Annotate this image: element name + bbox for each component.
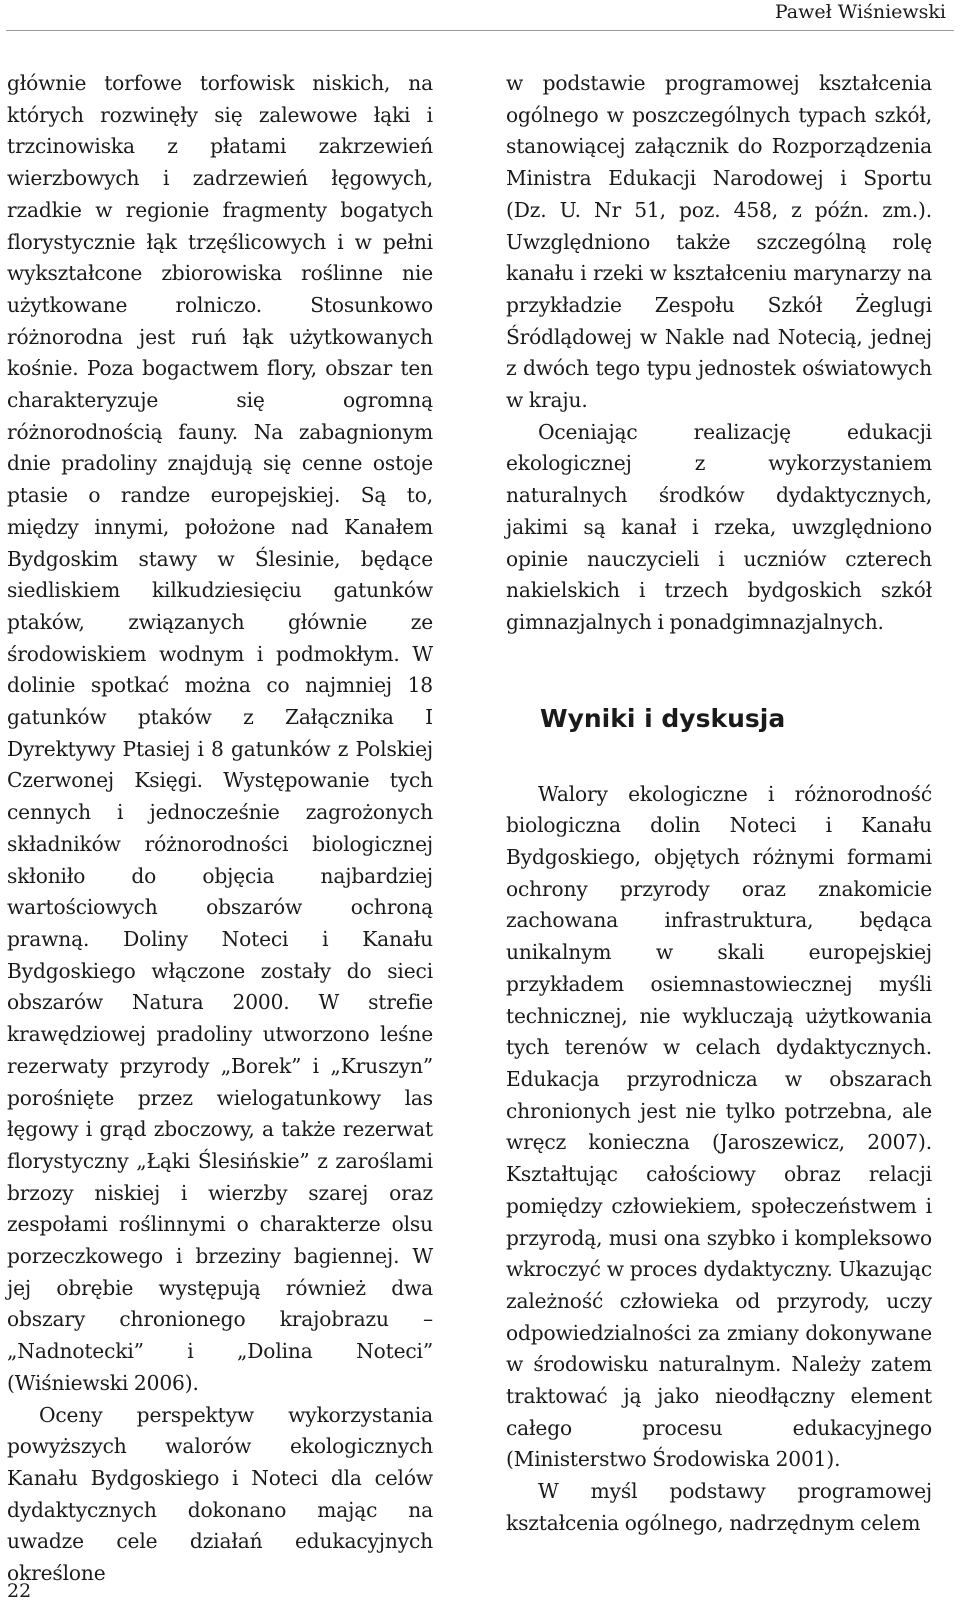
right-column bbox=[506, 68, 932, 1540]
paragraph: Walory ekologiczne i różnorodność biologiczna dolin Noteci i Kanału Bydgoskiego, objętych różnymi formami ochrony przyrody oraz znakomicie zachowana infrastruktura, będąca unikalnym w skali europejskiej przykładem osiemnastowiecznej myśli technicznej, nie wykluczają użytkowania tych terenów w celach dydaktycznych. Edukacja przyrodnicza w obszarach chronionych jest nie tylko potrzebna, ale wręcz konieczna (Jaroszewicz, 2007). Kształtując całościowy obraz relacji pomiędzy człowiekiem, społeczeństwem i przyrodą, musi ona szybko i kompleksowo wkroczyć w proces dydaktyczny. Ukazując zależność człowieka od przyrody, uczy odpowiedzialności za zmiany dokonywane w środowisku naturalnym. Należy zatem traktować ją jako nieodłączny element całego procesu edukacyjnego (Ministerstwo Środowiska 2001). bbox=[506, 781, 932, 1472]
running-header-author: Paweł Wiśniewski bbox=[774, 1, 946, 23]
paragraph: głównie torfowe torfowisk niskich, na których rozwinęły się zalewowe łąki i trzcinowiska z płatami zakrzewień wierzbowych i zadrzewień łęgowych, rzadkie w regionie fragmenty bogatych florystycznie łąk trzęślicowych i w pełni wykształcone zbiorowiska roślinne nie użytkowane rolniczo. Stosunkowo różnorodna jest ruń łąk użytkowanych kośnie. Poza bogactwem flory, obszar ten charakteryzuje się ogromną różnorodnością fauny. Na zabagnionym dnie pradoliny znajdują się cenne ostoje ptasie o randze europejskiej. Są to, między innymi, położone nad Kanałem Bydgoskim stawy w Ślesinie, będące siedliskiem kilkudziesięciu gatunków ptaków, związanych głównie ze środowiskiem wodnym i podmokłym. W dolinie spotkać można co najmniej 18 gatunków ptaków z Załącznika I Dyrektywy Ptasiej i 8 gatunków z Polskiej Czerwonej Księgi. Występowanie tych cennych i jednocześnie zagrożonych składników różnorodności biologicznej skłoniło do objęcia najbardziej wartościowych obszarów ochroną prawną. Doliny Noteci i Kanału Bydgoskiego włączone zostały do sieci obszarów Natura 2000. W strefie krawędziowej pradoliny utworzono leśne rezerwaty przyrody „Borek” i „Kruszyn” porośnięte przez wielogatunkowy las łęgowy i grąd zboczowy, a także rezerwat florystyczny „Łąki Ślesińskie” z zaroślami brzozy niskiej i wierzby szarej oraz zespołami roślinnymi o charakterze olsu porzeczkowego i brzeziny bagiennej. W jej obrębie występują również dwa obszary chronionego krajobrazu – „Nadnotecki” i „Dolina Noteci” (Wiśniewski 2006). bbox=[7, 71, 433, 1395]
left-column bbox=[7, 68, 433, 1590]
section-heading: Wyniki i dyskusja bbox=[540, 703, 786, 733]
header-divider bbox=[6, 30, 954, 31]
page-number: 22 bbox=[7, 1580, 32, 1602]
paragraph: Oceniając realizację edukacji ekologicznej z wykorzystaniem naturalnych środków dydaktycznych, jakimi są kanał i rzeka, uwzględniono opinie nauczycieli i uczniów czterech nakielskich i trzech bydgoskich szkół gimnazjalnych i ponadgimnazjalnych. bbox=[506, 419, 932, 634]
paragraph: w podstawie programowej kształcenia ogólnego w poszczególnych typach szkół, stanowiącej załącznik do Rozporządzenia Ministra Edukacji Narodowej i Sportu (Dz. U. Nr 51, poz. 458, z późn. zm.). Uwzględniono także szczególną rolę kanału i rzeki w kształceniu marynarzy na przykładzie Zespołu Szkół Żeglugi Śródlądowej w Nakle nad Notecią, jednej z dwóch tego typu jednostek oświatowych w kraju. bbox=[506, 71, 932, 413]
paragraph: Oceny perspektyw wykorzystania powyższych walorów ekologicznych Kanału Bydgoskiego i Noteci dla celów dydaktycznych dokonano mając na uwadze cele działań edukacyjnych określone bbox=[7, 1402, 433, 1586]
paragraph: W myśl podstawy programowej kształcenia ogólnego, nadrzędnym celem bbox=[506, 1479, 932, 1535]
